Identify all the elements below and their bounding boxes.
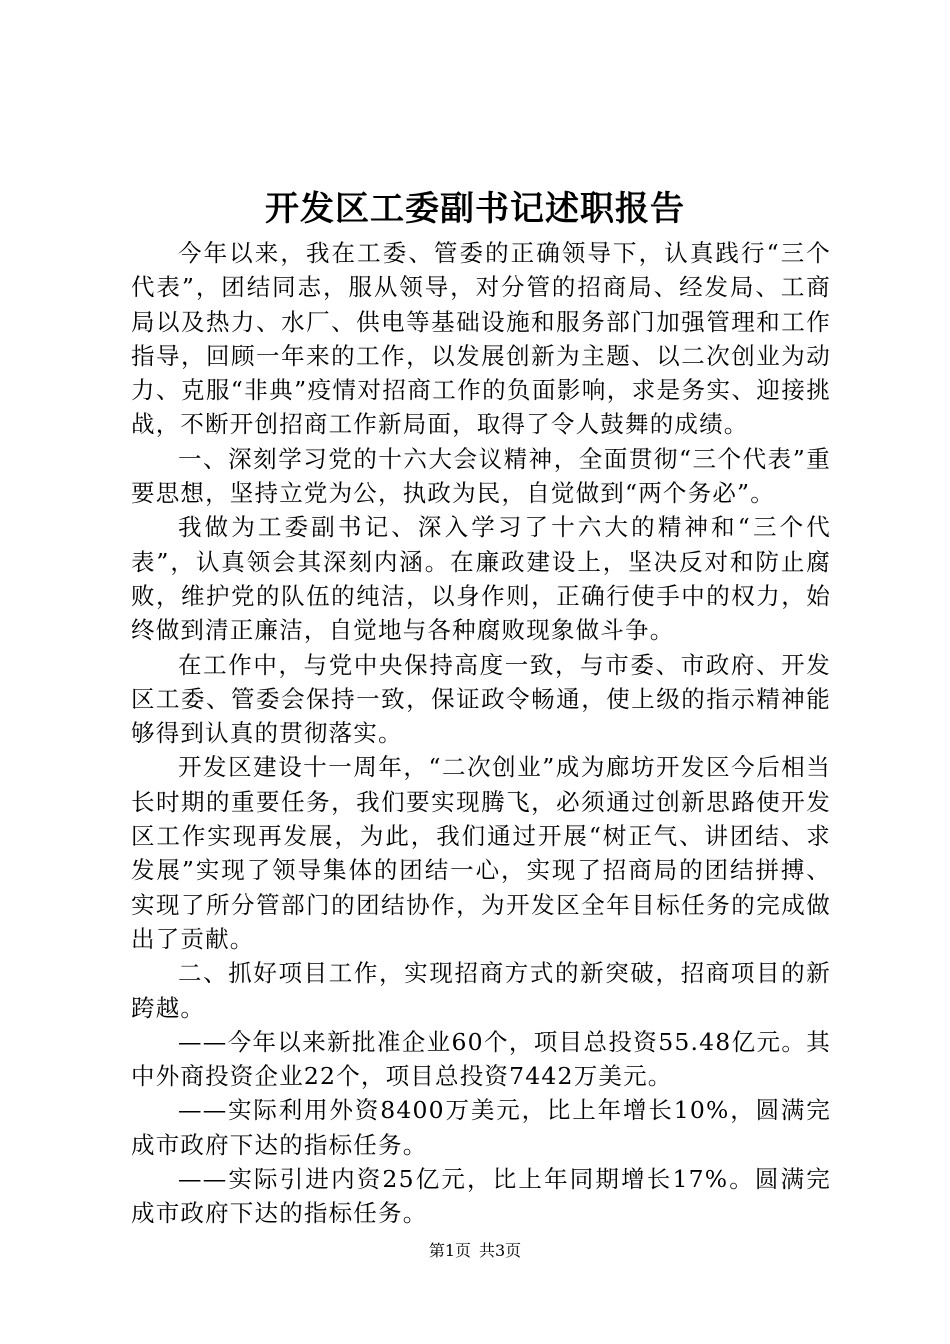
page-footer [0,1240,950,1262]
paragraph-domestic-capital: ——实际引进内资25亿元，比上年同期增长17%。圆满完成市政府下达的指标任务。 [131,1165,831,1228]
paragraph-second-venture: 开发区建设十一周年，“二次创业”成为廊坊开发区今后相当长时期的重要任务，我们要实现腾飞，必须通过创新思路使开发区工作实现再发展，为此，我们通过开展“树正气、讲团结、求发展”实现了领导集体的团结一心，实现了招商局的团结拼搏、实现了所分管部门的团结协作，为开发区全年目标任务的完成做出了贡献。 [131,753,831,953]
document-body [131,236,831,1231]
paragraph-section-one-heading: 一、深刻学习党的十六大会议精神，全面贯彻“三个代表”重要思想，坚持立党为公，执政为民，自觉做到“两个务必”。 [131,444,831,508]
paragraph-foreign-capital: ——实际利用外资8400万美元，比上年增长10%，圆满完成市政府下达的指标任务。 [131,1096,831,1159]
paragraph-study: 我做为工委副书记、深入学习了十六大的精神和“三个代表”，认真领会其深刻内涵。在廉政建设上，坚决反对和防止腐败，维护党的队伍的纯洁，以身作则，正确行使手中的权力，始终做到清正廉洁，自觉地与各种腐败现象做斗争。 [131,513,831,645]
document-title: 开发区工委副书记述职报告 [265,189,685,229]
page-number-total: 共3页 [479,1241,522,1260]
paragraph-work: 在工作中，与党中央保持高度一致，与市委、市政府、开发区工委、管委会保持一致，保证政令畅通，使上级的指示精神能够得到认真的贯彻落实。 [131,650,831,748]
paragraph-section-two-heading: 二、抓好项目工作，实现招商方式的新突破，招商项目的新跨越。 [131,959,831,1022]
paragraph-new-enterprises: ——今年以来新批准企业60个，项目总投资55.48亿元。其中外商投资企业22个，项目总投资7442万美元。 [131,1027,831,1091]
page-number-current: 第1页 [428,1241,471,1260]
paragraph-intro: 今年以来，我在工委、管委的正确领导下，认真践行“三个代表”，团结同志，服从领导，对分管的招商局、经发局、工商局以及热力、水厂、供电等基础设施和服务部门加强管理和工作指导，回顾一年来的工作，以发展创新为主题、以二次创业为动力、克服“非典”疫情对招商工作的负面影响，求是务实、迎接挑战，不断开创招商工作新局面，取得了令人鼓舞的成绩。 [131,239,831,439]
